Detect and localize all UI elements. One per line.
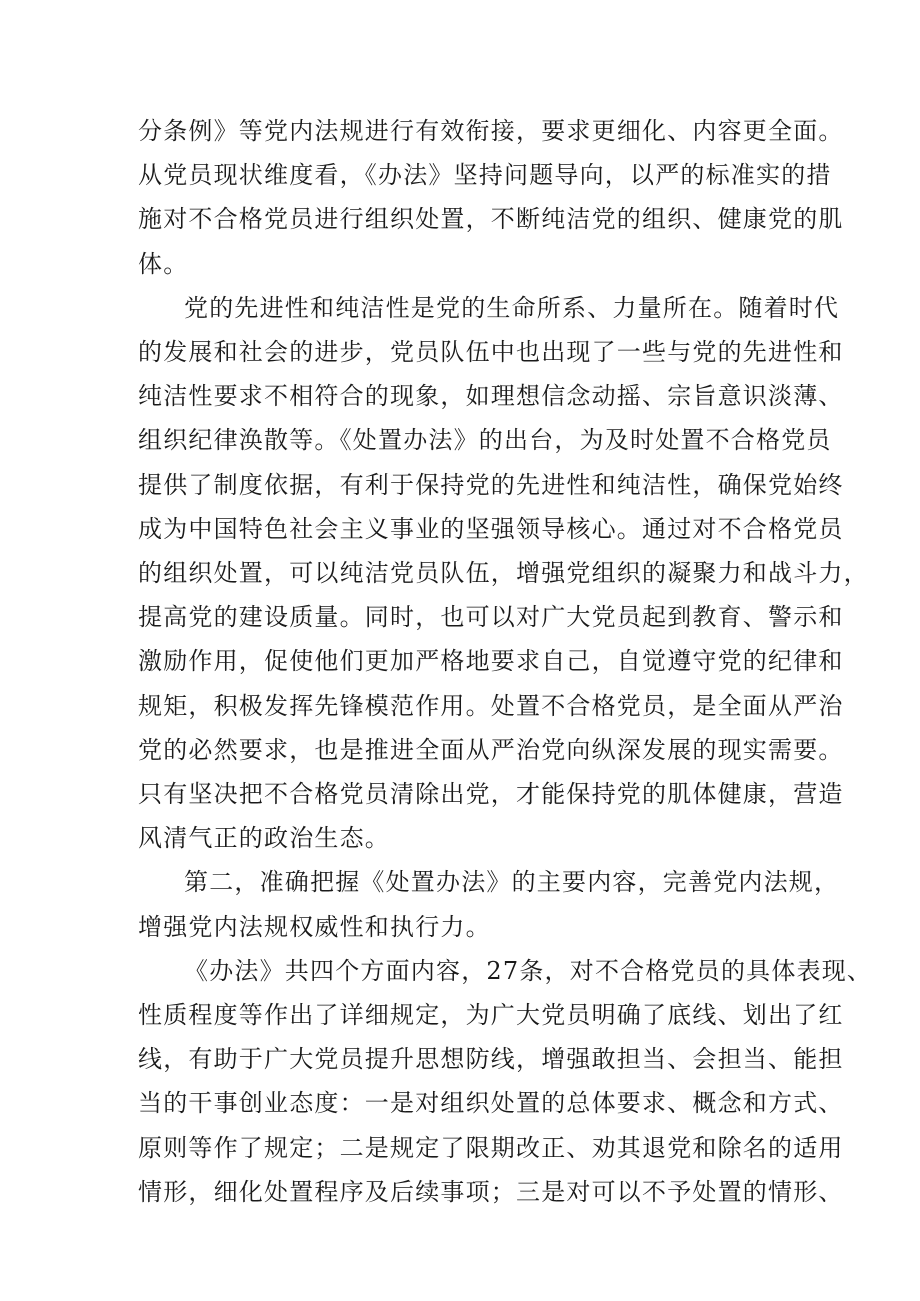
text-line: 的发展和社会的进步，党员队伍中也出现了一些与党的先进性和 bbox=[138, 338, 844, 367]
paragraph bbox=[0, 109, 920, 153]
paragraph bbox=[0, 286, 920, 861]
text-line: 情形，细化处置程序及后续事项；三是对可以不予处置的情形、 bbox=[138, 1177, 844, 1206]
text-line: 当的干事创业态度：一是对组织处置的总体要求、概念和方式、 bbox=[138, 1089, 844, 1118]
text-line: 风清气正的政治生态。 bbox=[138, 824, 390, 853]
text-line: 组织纪律涣散等。《处置办法》的出台，为及时处置不合格党员 bbox=[138, 426, 832, 455]
text-line: 提供了制度依据，有利于保持党的先进性和纯洁性，确保党始终 bbox=[138, 470, 844, 499]
text-line: 体。 bbox=[138, 249, 189, 278]
text-line: 原则等作了规定；二是规定了限期改正、劝其退党和除名的适用 bbox=[138, 1133, 844, 1162]
text-line: 性质程度等作出了详细规定，为广大党员明确了底线、划出了红 bbox=[138, 1001, 844, 1030]
paragraph bbox=[0, 153, 920, 286]
text-line: 党的先进性和纯洁性是党的生命所系、力量所在。随着时代 bbox=[184, 293, 840, 322]
text-line: 的组织处置，可以纯洁党员队伍，增强党组织的凝聚力和战斗力， bbox=[138, 559, 869, 588]
text-line: 线，有助于广大党员提升思想防线，增强敢担当、会担当、能担 bbox=[138, 1045, 844, 1074]
text-line: 从党员现状维度看，《办法》坚持问题导向，以严的标准实的措 bbox=[138, 161, 832, 190]
text-line: 纯洁性要求不相符合的现象，如理想信念动摇、宗旨意识淡薄、 bbox=[138, 382, 844, 411]
text-line: 规矩，积极发挥先锋模范作用。处置不合格党员，是全面从严治 bbox=[138, 691, 844, 720]
text-line: 提高党的建设质量。同时，也可以对广大党员起到教育、警示和 bbox=[138, 603, 844, 632]
paragraph bbox=[0, 860, 920, 948]
text-line: 分条例》等党内法规进行有效衔接，要求更细化、内容更全面。 bbox=[138, 117, 844, 145]
text-line: 第二，准确把握《处置办法》的主要内容，完善党内法规， bbox=[184, 868, 840, 897]
text-line: 《办法》共四个方面内容，27条，对不合格党员的具体表现、 bbox=[184, 956, 873, 985]
text-line: 激励作用，促使他们更加严格地要求自己，自觉遵守党的纪律和 bbox=[138, 647, 844, 676]
text-line: 成为中国特色社会主义事业的坚强领导核心。通过对不合格党员 bbox=[138, 514, 844, 543]
text-line: 只有坚决把不合格党员清除出党，才能保持党的肌体健康，营造 bbox=[138, 780, 844, 809]
text-line: 增强党内法规权威性和执行力。 bbox=[138, 912, 491, 941]
paragraph bbox=[0, 949, 920, 1214]
text-line: 党的必然要求，也是推进全面从严治党向纵深发展的现实需要。 bbox=[138, 735, 844, 764]
text-line: 施对不合格党员进行组织处置，不断纯洁党的组织、健康党的肌 bbox=[138, 205, 844, 234]
